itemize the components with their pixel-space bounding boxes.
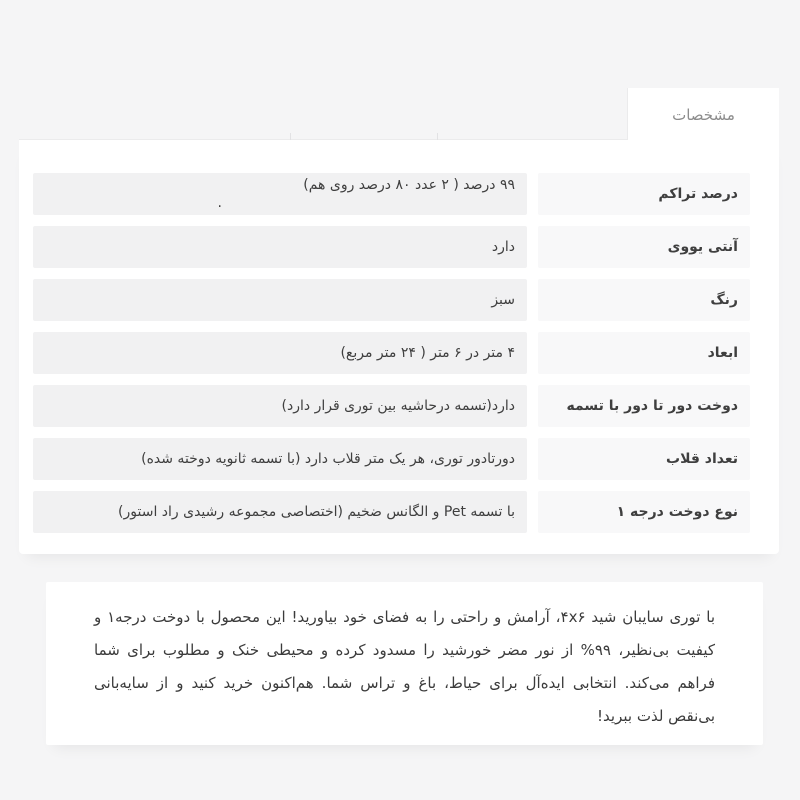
spec-label: نوع دوخت درجه ۱ [538,491,750,533]
spec-value-text: سبز [491,292,515,308]
spec-value [33,491,527,533]
spec-row [33,385,750,427]
spec-value-text: ۹۹ درصد ( ۲ عدد ۸۰ درصد روی هم) [303,177,515,193]
spec-label: رنگ [538,279,750,321]
tab-specifications-label: مشخصات [672,105,735,124]
spec-value [33,226,527,268]
spec-value-text: ۴ متر در ۶ متر ( ۲۴ متر مربع) [340,345,515,361]
spec-value [33,279,527,321]
spec-label: ابعاد [538,332,750,374]
spec-value [33,332,527,374]
spec-value-text: دارد(تسمه درحاشیه بین توری قرار دارد) [281,398,515,414]
tab-separator [437,133,438,140]
spec-value-text: دارد [491,239,515,255]
spec-value [33,438,527,480]
spec-label: درصد تراکم [538,173,750,215]
spec-row [33,226,750,268]
spec-row [33,332,750,374]
spec-label: تعداد قلاب [538,438,750,480]
tab-specifications[interactable] [627,88,779,141]
spec-value-text: دورتادور توری، هر یک متر قلاب دارد (با تسمه ثانویه دوخته شده) [141,451,515,467]
spec-value-text: با تسمه Pet و الگانس ضخیم (اختصاصی مجموعه رشیدی راد استور) [118,504,515,520]
spec-value [33,385,527,427]
product-description: با توری سایبان شید ۴x۶، آرامش و راحتی را به فضای خود بیاورید! این محصول با دوخت درجه۱ و کیفیت بی‌نظیر، ۹۹% از نور مضر خورشید را مسدود کرده و محیطی خنک و مطلوب برای شما فراهم می‌کند. انتخابی ایده‌آل برای حیاط، باغ و تراس شما. هم‌اکنون خرید کنید و از سایه‌بانی بی‌نقص لذت ببرید! [94,608,716,725]
tab-separator [290,133,291,140]
spec-value [33,173,527,215]
spec-row [33,173,750,215]
spec-row [33,438,750,480]
spec-row [33,279,750,321]
spec-value-line2: . [217,195,222,211]
spec-label: آنتی یووی [538,226,750,268]
specs-rows [33,173,750,533]
specifications-card [19,140,779,554]
spec-row [33,491,750,533]
spec-label: دوخت دور تا دور با تسمه [538,385,750,427]
tab-bar [0,88,800,140]
description-card [46,582,763,745]
